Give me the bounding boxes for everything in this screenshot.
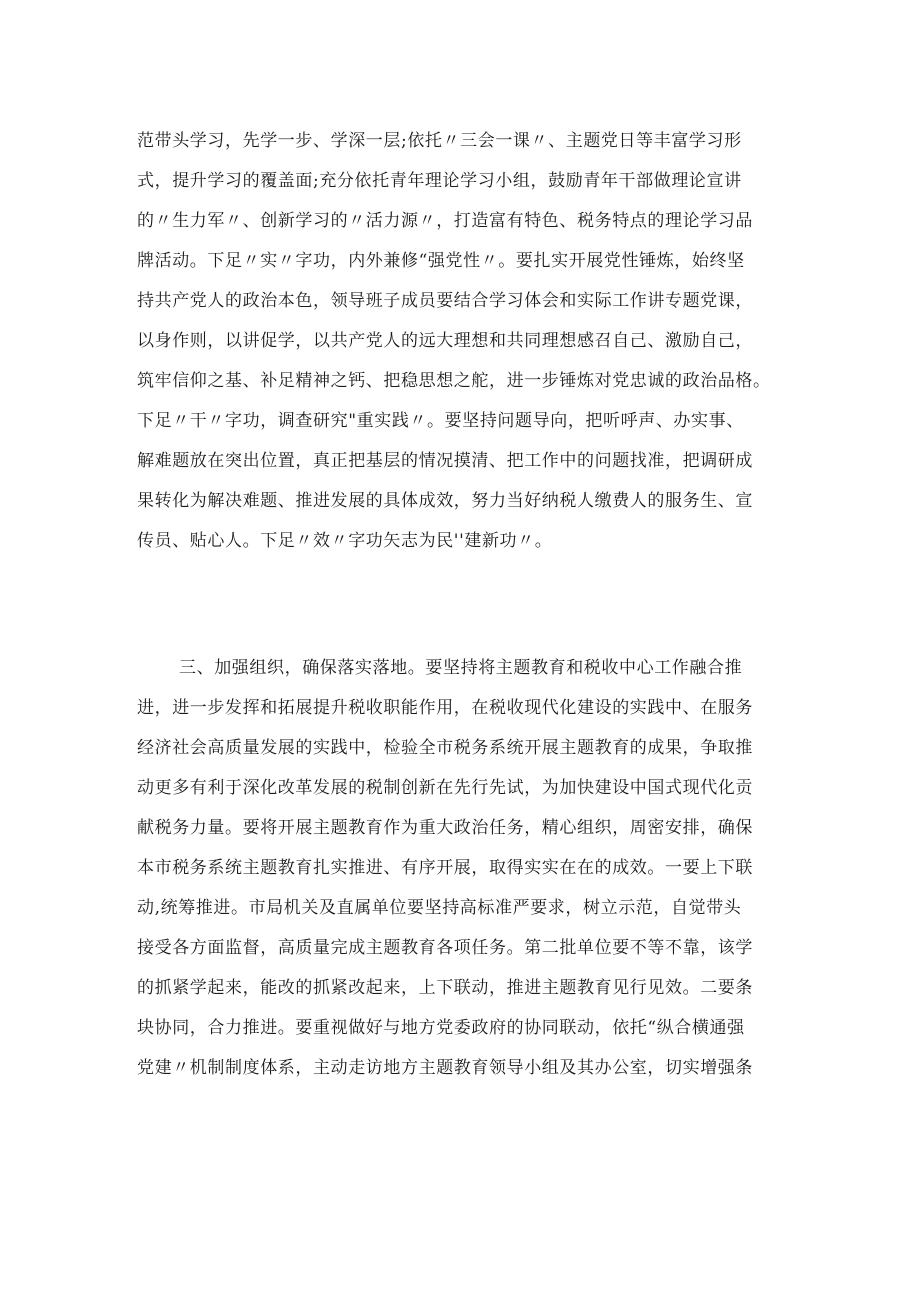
text-line: 党建〃机制制度体系，主动走访地方主题教育领导小组及其办公室，切实增强条 — [137, 1058, 753, 1078]
text-line: 经济社会高质量发展的实践中，检验全市税务系统开展主题教育的成果，争取推 — [137, 738, 753, 758]
text-line: 动更多有利于深化改革发展的税制创新在先行先试，为加快建设中国式现代化贡 — [137, 778, 753, 798]
text-line: 果转化为解决难题、推进发展的具体成效，努力当好纳税人缴费人的服务生、宣 — [137, 491, 753, 511]
text-line: 下足〃干〃字功，调查研究"重实践〃。要坚持问题导向，把听呼声、办实事、 — [137, 411, 744, 431]
text-line: 解难题放在突出位置，真正把基层的情况摸清、把工作中的问题找准，把调研成 — [137, 451, 753, 471]
text-line: 传员、贴心人。下足〃效〃字功矢志为民''建新功〃。 — [137, 531, 553, 551]
text-line: 牌活动。下足〃实〃字功，内外兼修“强党性〃。要扎实开展党性锤炼，始终坚 — [137, 251, 745, 271]
text-line: 的抓紧学起来，能改的抓紧改起来，上下联动，推进主题教育见行见效。二要条 — [137, 978, 753, 998]
paragraph-2 — [137, 648, 797, 1088]
text-line: 式，提升学习的覆盖面;充分依托青年理论学习小组，鼓励青年干部做理论宣讲 — [137, 171, 742, 191]
text-line: 筑牢信仰之基、补足精神之钙、把稳思想之舵，进一步锤炼对党忠诚的政治品格。 — [137, 371, 771, 391]
text-line: 本市税务系统主题教育扎实推进、有序开展，取得实实在在的成效。一要上下联 — [137, 858, 753, 878]
text-line: 进，进一步发挥和拓展提升税收职能作用，在税收现代化建设的实践中、在服务 — [137, 698, 753, 718]
text-line: 块协同，合力推进。要重视做好与地方党委政府的协同联动，依托“纵合横通强 — [137, 1018, 745, 1038]
text-line: 的〃生力军〃、创新学习的〃活力源〃，打造富有特色、税务特点的理论学习品 — [137, 211, 753, 231]
text-line: 以身作则，以讲促学，以共产党人的远大理想和共同理想感召自己、激励自己， — [137, 331, 753, 351]
text-line: 三、加强组织，确保落实落地。要坚持将主题教育和税收中心工作融合推 — [179, 658, 743, 678]
paragraph-1 — [137, 121, 797, 561]
text-line: 接受各方面监督，高质量完成主题教育各项任务。第二批单位要不等不靠，该学 — [137, 938, 753, 958]
text-line: 献税务力量。要将开展主题教育作为重大政治任务，精心组织，周密安排，确保 — [137, 818, 753, 838]
text-line: 持共产党人的政治本色，领导班子成员要结合学习体会和实际工作讲专题党课， — [137, 291, 753, 311]
text-line: 动,统筹推进。市局机关及直属单位要坚持高标准严要求，树立示范，自觉带头 — [137, 898, 742, 918]
text-line: 范带头学习，先学一步、学深一层;依托〃三会一课〃、主题党日等丰富学习形 — [137, 131, 742, 151]
